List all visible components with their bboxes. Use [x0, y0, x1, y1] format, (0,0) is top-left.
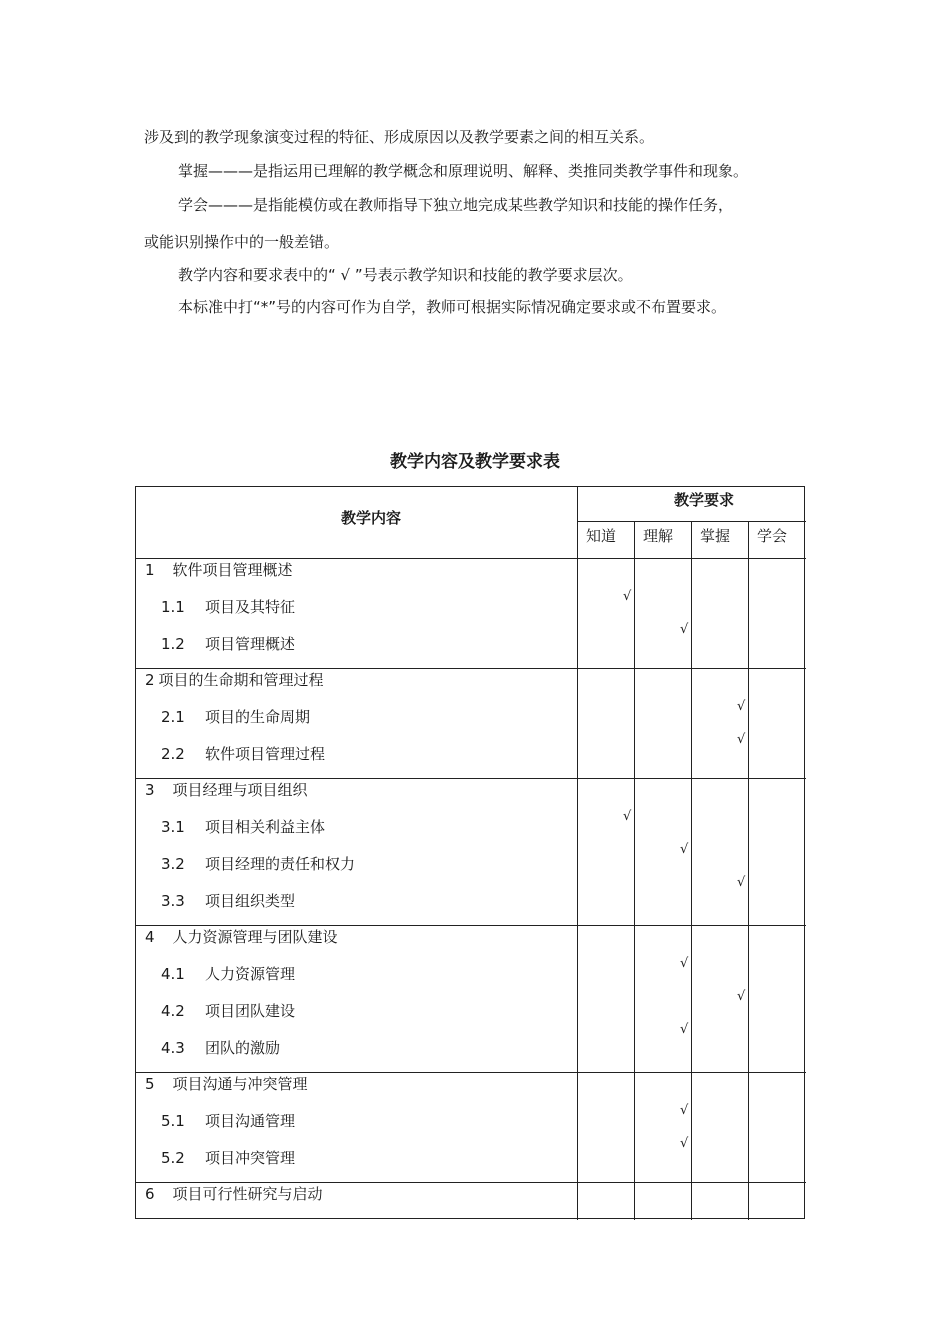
paragraph-2: 掌握———是指运用已理解的教学概念和原理说明、解释、类推同类教学事件和现象。 — [178, 162, 749, 180]
check-mark: √ — [680, 1136, 689, 1151]
section-heading — [145, 780, 308, 800]
section-number: 4 — [145, 928, 155, 946]
table-row — [161, 817, 325, 837]
check-mark: √ — [680, 1022, 689, 1037]
section-heading — [145, 1184, 323, 1204]
section-heading — [145, 1074, 308, 1094]
check-mark: √ — [737, 989, 746, 1004]
table-row — [161, 964, 295, 984]
check-mark: √ — [680, 622, 689, 637]
level-header-know: 知道 — [586, 527, 617, 545]
section-heading — [145, 670, 324, 690]
header-divider — [577, 521, 806, 522]
table-row — [161, 1148, 295, 1168]
table-row — [161, 1111, 295, 1131]
paragraph-5: 教学内容和要求表中的“ √ ”号表示教学知识和技能的教学要求层次。 — [178, 266, 633, 284]
level-header-master: 掌握 — [700, 527, 731, 545]
section-title: 软件项目管理概述 — [172, 561, 293, 579]
section-title: 项目沟通与冲突管理 — [172, 1075, 308, 1093]
section-title: 项目经理与项目组织 — [172, 781, 308, 799]
table-row — [161, 744, 325, 764]
item-number: 2.1 — [161, 708, 185, 726]
item-title: 项目经理的责任和权力 — [205, 855, 356, 873]
check-mark: √ — [737, 699, 746, 714]
requirements-table — [135, 486, 805, 1219]
header-requirements: 教学要求 — [674, 491, 735, 509]
item-number: 1.2 — [161, 635, 185, 653]
column-divider — [577, 487, 578, 1220]
section-heading — [145, 927, 338, 947]
column-divider — [634, 521, 635, 1220]
item-title: 人力资源管理 — [205, 965, 296, 983]
section-title: 人力资源管理与团队建设 — [172, 928, 338, 946]
level-header-understand: 理解 — [643, 527, 674, 545]
section-divider — [136, 1182, 806, 1183]
item-title: 项目冲突管理 — [205, 1149, 296, 1167]
item-title: 项目的生命周期 — [205, 708, 311, 726]
check-mark: √ — [680, 842, 689, 857]
item-number: 4.2 — [161, 1002, 185, 1020]
table-row — [161, 1038, 280, 1058]
table-row — [161, 707, 310, 727]
check-mark: √ — [623, 809, 632, 824]
item-number: 3.2 — [161, 855, 185, 873]
item-number: 4.1 — [161, 965, 185, 983]
item-number: 1.1 — [161, 598, 185, 616]
section-number: 1 — [145, 561, 155, 579]
paragraph-6: 本标准中打“*”号的内容可作为自学，教师可根据实际情况确定要求或不布置要求。 — [178, 298, 727, 316]
header-bottom-line — [136, 558, 806, 559]
section-divider — [136, 1072, 806, 1073]
item-number: 3.3 — [161, 892, 185, 910]
item-title: 项目相关利益主体 — [205, 818, 326, 836]
item-title: 项目组织类型 — [205, 892, 296, 910]
table-row — [161, 1001, 295, 1021]
paragraph-1: 涉及到的教学现象演变过程的特征、形成原因以及教学要素之间的相互关系。 — [144, 128, 655, 146]
column-divider — [691, 521, 692, 1220]
section-divider — [136, 925, 806, 926]
item-title: 项目团队建设 — [205, 1002, 296, 1020]
table-row — [161, 597, 295, 617]
section-divider — [136, 668, 806, 669]
section-title: 项目的生命期和管理过程 — [158, 671, 324, 689]
item-number: 5.1 — [161, 1112, 185, 1130]
item-number: 3.1 — [161, 818, 185, 836]
check-mark: √ — [680, 956, 689, 971]
item-title: 项目管理概述 — [205, 635, 296, 653]
table-row — [161, 854, 355, 874]
section-heading — [145, 560, 293, 580]
item-number: 2.2 — [161, 745, 185, 763]
section-title: 项目可行性研究与启动 — [172, 1185, 323, 1203]
check-mark: √ — [737, 875, 746, 890]
paragraph-3: 学会———是指能模仿或在教师指导下独立地完成某些教学知识和技能的操作任务， — [178, 196, 734, 214]
section-number: 6 — [145, 1185, 155, 1203]
column-divider — [748, 521, 749, 1220]
item-title: 软件项目管理过程 — [205, 745, 326, 763]
section-number: 2 — [145, 671, 155, 689]
check-mark: √ — [623, 589, 632, 604]
item-number: 5.2 — [161, 1149, 185, 1167]
level-header-learn: 学会 — [757, 527, 788, 545]
item-title: 项目沟通管理 — [205, 1112, 296, 1130]
header-content: 教学内容 — [341, 509, 402, 527]
item-title: 团队的激励 — [205, 1039, 281, 1057]
table-title: 教学内容及教学要求表 — [390, 452, 560, 472]
check-mark: √ — [737, 732, 746, 747]
item-title: 项目及其特征 — [205, 598, 296, 616]
table-row — [161, 634, 295, 654]
paragraph-4: 或能识别操作中的一般差错。 — [144, 233, 340, 251]
section-number: 3 — [145, 781, 155, 799]
section-divider — [136, 778, 806, 779]
table-row — [161, 891, 295, 911]
section-number: 5 — [145, 1075, 155, 1093]
item-number: 4.3 — [161, 1039, 185, 1057]
check-mark: √ — [680, 1103, 689, 1118]
